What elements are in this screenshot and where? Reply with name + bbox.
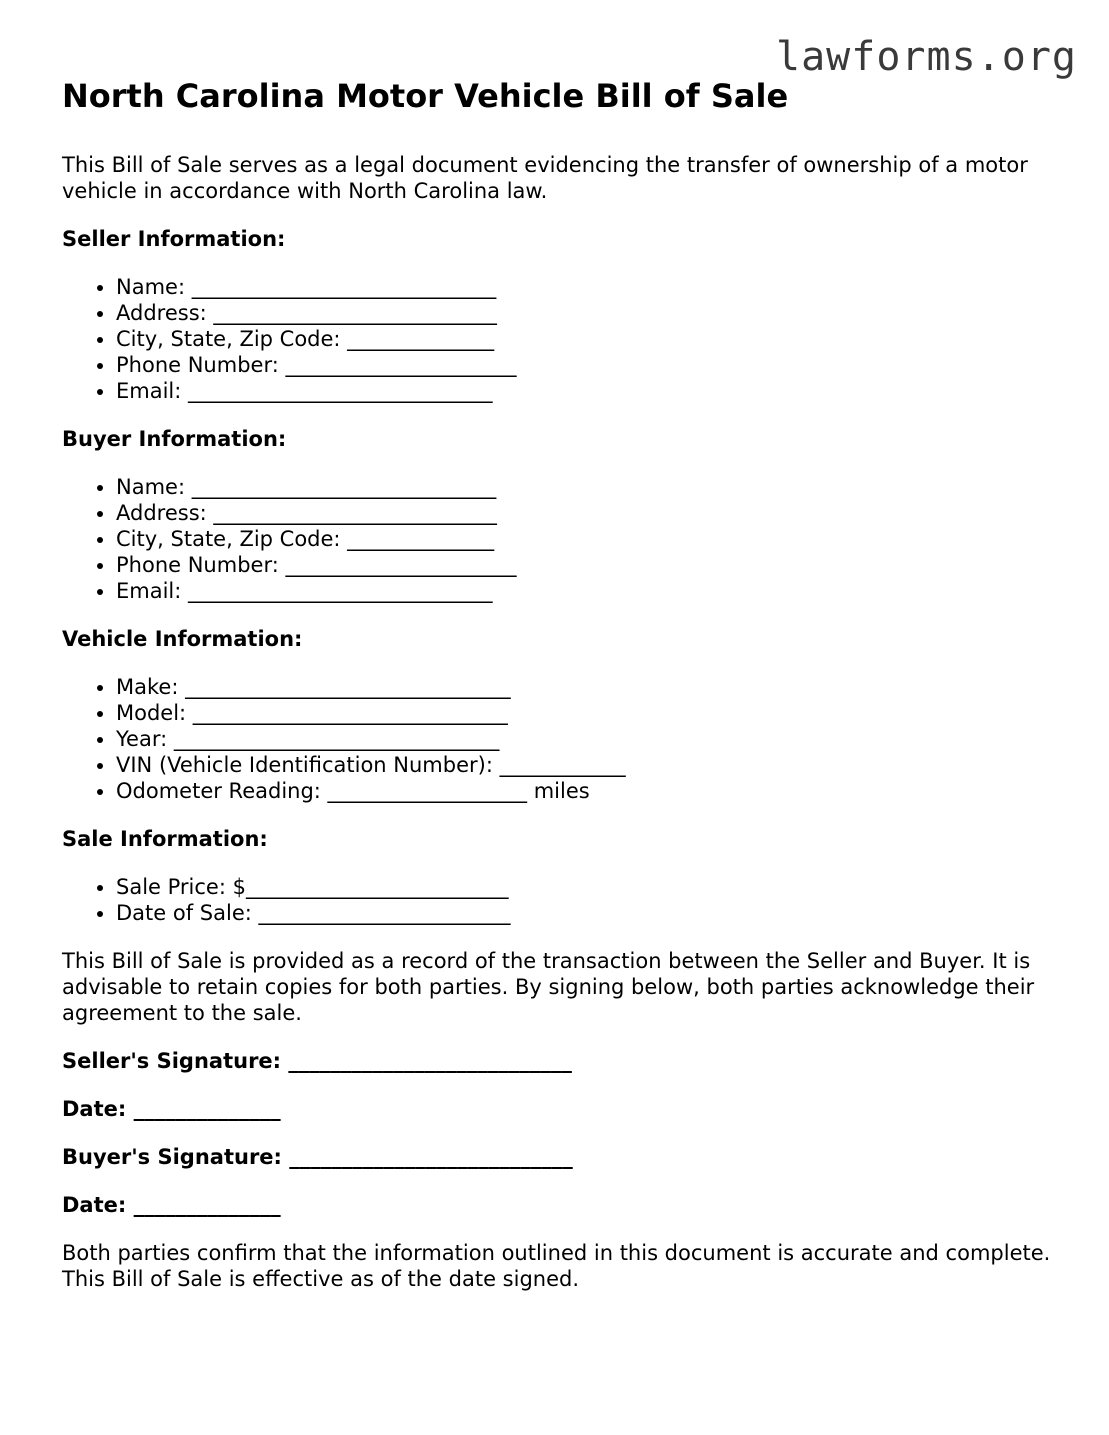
vehicle-heading: Vehicle Information: [62,627,303,651]
watermark: lawforms.org [776,34,1077,80]
buyer-list [62,474,1052,604]
buyer-signature-field[interactable]: Buyer's Signature: ___________________________ [62,1145,573,1169]
vehicle-model-field[interactable]: • Model: ______________________________ [116,700,1052,726]
seller-name-field[interactable]: • Name: _____________________________ [116,274,1052,300]
sale-date-field[interactable]: • Date of Sale: ________________________ [116,900,1052,926]
seller-city-state-zip-field[interactable]: • City, State, Zip Code: ______________ [116,326,1052,352]
seller-email-field[interactable]: • Email: _____________________________ [116,378,1052,404]
buyer-name-field[interactable]: • Name: _____________________________ [116,474,1052,500]
buyer-city-state-zip-field[interactable]: • City, State, Zip Code: ______________ [116,526,1052,552]
buyer-heading: Buyer Information: [62,427,287,451]
intro-paragraph: This Bill of Sale serves as a legal document evidencing the transfer of ownership of a motor vehicle in accordance with North Carolina law. [62,153,1028,203]
sale-heading: Sale Information: [62,827,268,851]
seller-date-field[interactable]: Date: ______________ [62,1097,281,1121]
sale-price-field[interactable]: • Sale Price: $_________________________ [116,874,1052,900]
sale-list [62,874,1052,926]
seller-address-field[interactable]: • Address: ___________________________ [116,300,1052,326]
vehicle-make-field[interactable]: • Make: _______________________________ [116,674,1052,700]
seller-phone-field[interactable]: • Phone Number: ______________________ [116,352,1052,378]
vehicle-odometer-field[interactable]: • Odometer Reading: ___________________ miles [116,778,1052,804]
buyer-email-field[interactable]: • Email: _____________________________ [116,578,1052,604]
page-title: North Carolina Motor Vehicle Bill of Sale [62,77,789,115]
record-paragraph: This Bill of Sale is provided as a record of the transaction between the Seller and Buyer. It is advisable to retain copies for both parties. By signing below, both parties acknowledge their agreement to the sale. [62,949,1035,1025]
seller-signature-field[interactable]: Seller's Signature: ___________________________ [62,1049,572,1073]
vehicle-list [62,674,1052,804]
buyer-phone-field[interactable]: • Phone Number: ______________________ [116,552,1052,578]
buyer-date-field[interactable]: Date: ______________ [62,1193,281,1217]
vehicle-vin-field[interactable]: • VIN (Vehicle Identification Number): ____________ [116,752,1052,778]
buyer-address-field[interactable]: • Address: ___________________________ [116,500,1052,526]
seller-heading: Seller Information: [62,227,286,251]
document-page [62,76,1052,1314]
seller-list [62,274,1052,404]
closing-paragraph: Both parties confirm that the information outlined in this document is accurate and complete. This Bill of Sale is effective as of the date signed. [62,1241,1051,1291]
vehicle-year-field[interactable]: • Year: _______________________________ [116,726,1052,752]
